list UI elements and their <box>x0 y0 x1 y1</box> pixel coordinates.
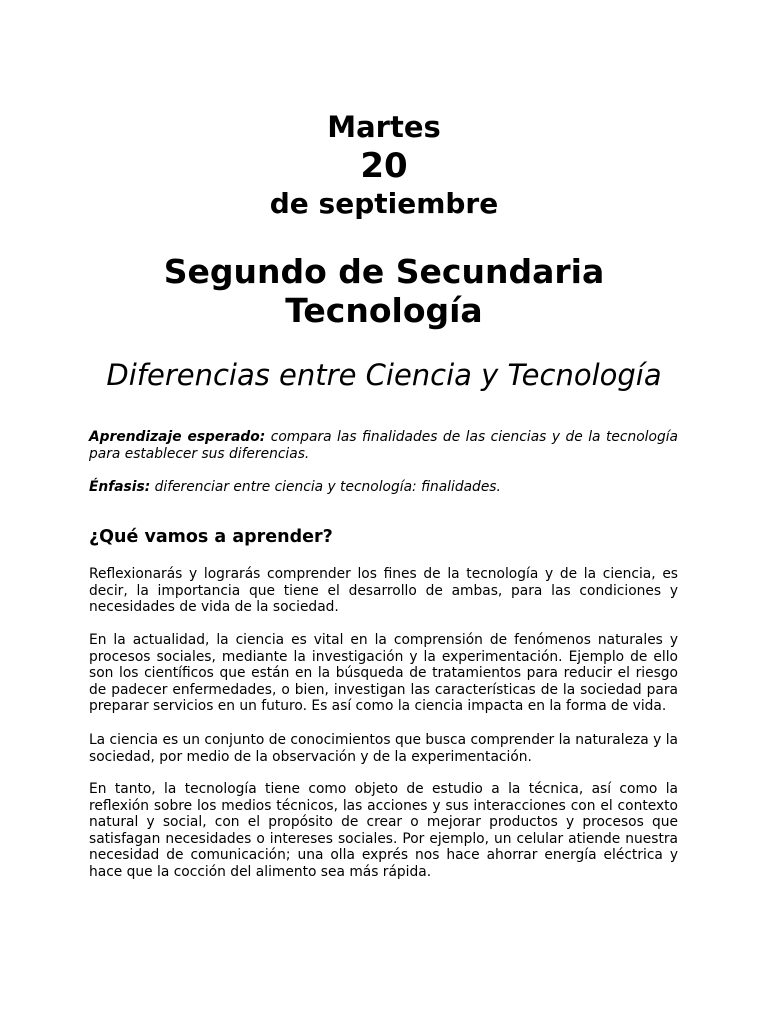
emphasis <box>89 479 678 496</box>
paragraph: En la actualidad, la ciencia es vital en la comprensión de fenómenos naturales y procesos sociales, mediante la investigación y la experimentación. Ejemplo de ello son los científicos que están en la búsqueda de tratamientos para reducir el riesgo de padecer enfermedades, o bien, investigan las características de la sociedad para preparar servicios en un futuro. Es así como la ciencia impacta en la forma de vida. <box>89 632 678 715</box>
emphasis-label: Énfasis: <box>89 479 151 495</box>
section-heading: ¿Qué vamos a aprender? <box>89 527 333 547</box>
paragraph: La ciencia es un conjunto de conocimientos que busca comprender la naturaleza y la sociedad, por medio de la observación y de la experimentación. <box>89 732 678 765</box>
expected-learning <box>89 429 678 462</box>
day-name: Martes <box>327 110 441 144</box>
expected-learning-label: Aprendizaje esperado: <box>89 429 266 445</box>
emphasis-text: diferenciar entre ciencia y tecnología: finalidades. <box>154 479 501 495</box>
expected-learning-text: compara las finalidades de las ciencias y de la tecnología para establecer sus diferencias. <box>89 429 678 462</box>
month-name: de septiembre <box>269 187 499 220</box>
topic-title: Diferencias entre Ciencia y Tecnología <box>106 358 662 392</box>
paragraph: Reflexionarás y lograrás comprender los fines de la tecnología y de la ciencia, es decir, la importancia que tiene el desarrollo de ambas, para las condiciones y necesidades de vida de la sociedad. <box>89 566 678 616</box>
paragraph: En tanto, la tecnología tiene como objeto de estudio a la técnica, así como la reflexión sobre los medios técnicos, las acciones y sus interacciones con el contexto natural y social, con el propósito de crear o mejorar productos y procesos que satisfagan necesidades o intereses sociales. Por ejemplo, un celular atiende nuestra necesidad de comunicación; una olla exprés nos hace ahorrar energía eléctrica y hace que la cocción del alimento sea más rápida. <box>89 781 678 880</box>
subject-title: Tecnología <box>285 291 483 330</box>
grade-title: Segundo de Secundaria <box>163 252 605 291</box>
day-number: 20 <box>360 146 408 186</box>
